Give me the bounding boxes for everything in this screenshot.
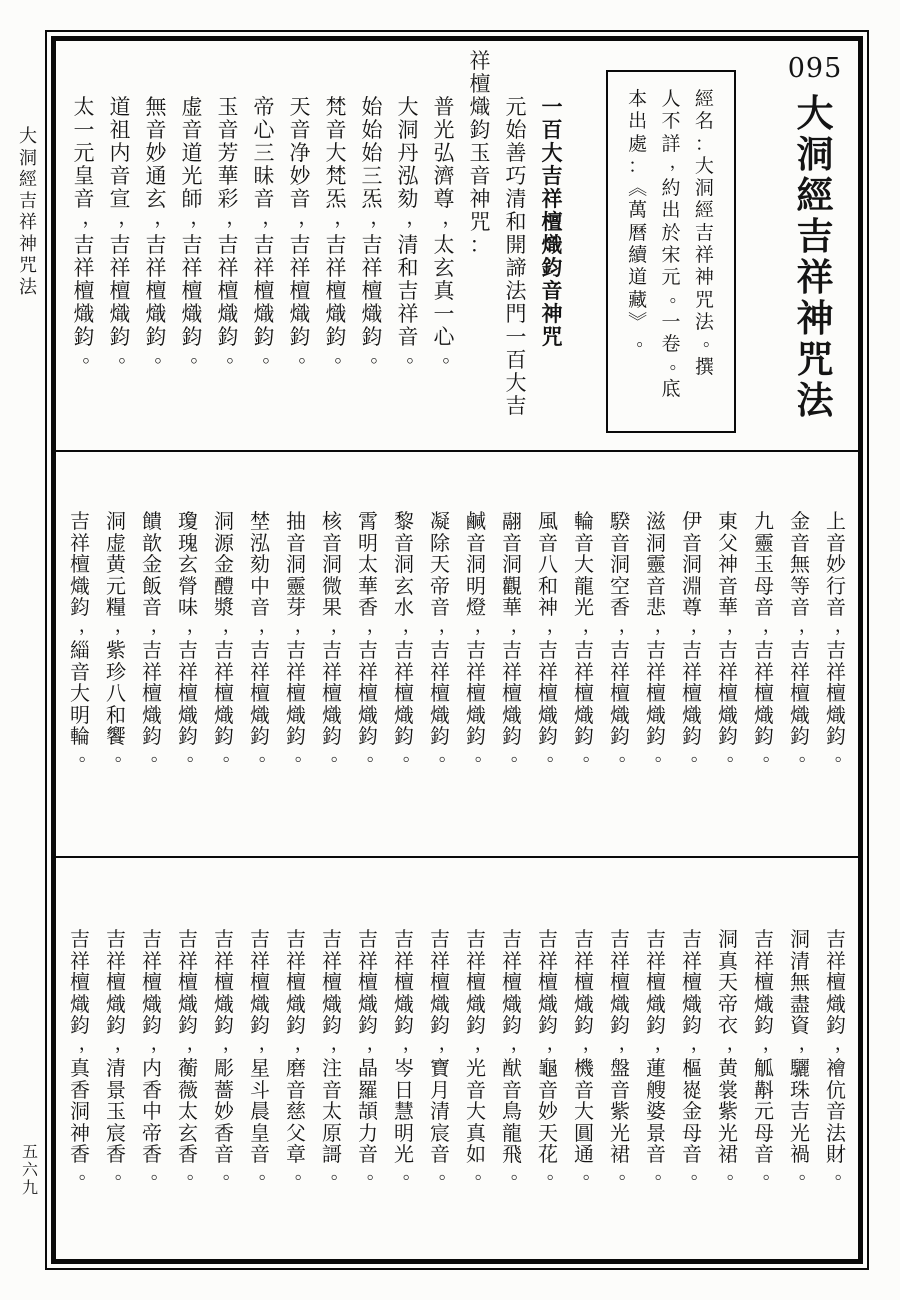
text-column: 核 音 洞 微 果 ， 吉 祥 檀 熾 鈞 。 [322,511,349,765]
text-column: 吉 祥 檀 熾 鈞 ， 機 音 大 圓 通 。 [574,929,601,1183]
text-column: 虚 音 道 光 師 ， 吉 祥 檀 熾 鈞 。 [181,95,210,367]
volume-code: 095 [787,53,843,84]
text-column: 吉 祥 檀 熾 鈞 ， 注 音 太 原 謌 。 [322,929,349,1183]
text-column: 瓊 瑰 玄 膋 味 ， 吉 祥 檀 熾 鈞 。 [178,511,205,765]
text-column: 一 百 大 吉 祥 檀 熾 鈞 音 神 咒 [541,95,563,349]
text-column: 大 洞 丹 泓 劾 ， 清 和 吉 祥 音 。 [397,95,426,367]
text-column: 洞 真 天 帝 衣 ， 黄 裳 紫 光 裙 。 [718,929,745,1183]
text-column: 吉 祥 檀 熾 鈞 ， 寶 月 清 宸 音 。 [430,929,457,1183]
text-column: 霄 明 太 華 香 ， 吉 祥 檀 熾 鈞 。 [358,511,385,765]
bibliographic-note-box [606,70,736,433]
text-column: 玉 音 芳 華 彩 ， 吉 祥 檀 熾 鈞 。 [217,95,246,367]
text-column: 凝 除 天 帝 音 ， 吉 祥 檀 熾 鈞 。 [430,511,457,765]
text-column: 吉 祥 檀 熾 鈞 ， 盤 音 紫 光 裙 。 [610,929,637,1183]
text-column: 洞 清 無 盡 資 ， 驪 珠 吉 光 禍 。 [790,929,817,1183]
text-column: 始 始 始 三 炁 ， 吉 祥 檀 熾 鈞 。 [361,95,390,367]
text-column: 吉 祥 檀 熾 鈞 ， 觚 斠 元 母 音 。 [754,929,781,1183]
text-column: 金 音 無 等 音 ， 吉 祥 檀 熾 鈞 。 [790,511,817,765]
text-column: 吉 祥 檀 熾 鈞 ， 龜 音 妙 天 花 。 [538,929,565,1183]
folio-page-number: 五 六 九 [21,1144,38,1197]
text-column: 抽 音 洞 靈 芽 ， 吉 祥 檀 熾 鈞 。 [286,511,313,765]
text-column: 吉 祥 檀 熾 鈞 ， 岑 日 慧 明 光 。 [394,929,421,1183]
text-column: 普 光 弘 濟 尊 ， 太 玄 真 一 心 。 [433,95,462,367]
text-column: 吉 祥 檀 熾 鈞 ， 晶 羅 頡 力 音 。 [358,929,385,1183]
text-column: 道 祖 内 音 宣 ， 吉 祥 檀 熾 鈞 。 [109,95,138,367]
section-verses-middle [62,512,854,770]
section-verses-bottom [62,930,854,1188]
text-column: 吉 祥 檀 熾 鈞 ， 磨 音 慈 父 章 。 [286,929,313,1183]
page-title: 大 洞 經 吉 祥 神 咒 法 [796,94,834,422]
text-column: 吉 祥 檀 熾 鈞 ， 蓮 艘 婆 景 音 。 [646,929,673,1183]
text-column: 吉 祥 檀 熾 鈞 ， 彫 薔 妙 香 音 。 [214,929,241,1183]
text-column: 本 出 處 ： ︽ 萬 曆 續 道 藏 ︾ 。 [628,89,654,350]
text-column: 翮 音 洞 觀 華 ， 吉 祥 檀 熾 鈞 。 [502,511,529,765]
text-column: 吉 祥 檀 熾 鈞 ， 光 音 大 真 如 。 [466,929,493,1183]
text-column: 風 音 八 和 神 ， 吉 祥 檀 熾 鈞 。 [538,511,565,765]
text-column: 太 一 元 皇 音 ， 吉 祥 檀 熾 鈞 。 [73,95,102,367]
text-column: 吉 祥 檀 熾 鈞 ， 星 斗 晨 皇 音 。 [250,929,277,1183]
section-divider-2 [56,856,858,858]
section-divider-1 [56,450,858,452]
text-column: 吉 祥 檀 熾 鈞 ， 緇 音 大 明 輪 。 [70,511,97,765]
section-opening-invocation [66,50,570,418]
text-column: 帝 心 三 昧 音 ， 吉 祥 檀 熾 鈞 。 [253,95,282,367]
text-column: 人 不 詳 ， 約 出 於 宋 元 。 一 卷 。 底 [661,89,687,400]
text-column: 滋 洞 靈 音 悲 ， 吉 祥 檀 熾 鈞 。 [646,511,673,765]
text-column: 吉 祥 檀 熾 鈞 ， 内 香 中 帝 香 。 [142,929,169,1183]
text-column: 東 父 神 音 華 ， 吉 祥 檀 熾 鈞 。 [718,511,745,765]
text-column: 吉 祥 檀 熾 鈞 ， 清 景 玉 宸 香 。 [106,929,133,1183]
text-column: 饋 歆 金 飯 音 ， 吉 祥 檀 熾 鈞 。 [142,511,169,765]
text-column: 梵 音 大 梵 炁 ， 吉 祥 檀 熾 鈞 。 [325,95,354,367]
text-column: 無 音 妙 通 玄 ， 吉 祥 檀 熾 鈞 。 [145,95,174,367]
text-column: 騤 音 洞 空 香 ， 吉 祥 檀 熾 鈞 。 [610,511,637,765]
text-column: 輪 音 大 龍 光 ， 吉 祥 檀 熾 鈞 。 [574,511,601,765]
text-column: 九 靈 玉 母 音 ， 吉 祥 檀 熾 鈞 。 [754,511,781,765]
text-column: 祥 檀 熾 鈞 玉 音 神 咒 ： [469,49,491,257]
text-column: 埜 泓 劾 中 音 ， 吉 祥 檀 熾 鈞 。 [250,511,277,765]
text-column: 吉 祥 檀 熾 鈞 ， 真 香 洞 神 香 。 [70,929,97,1183]
text-column: 上 音 妙 行 音 ， 吉 祥 檀 熾 鈞 。 [826,511,853,765]
text-column: 鹹 音 洞 明 燈 ， 吉 祥 檀 熾 鈞 。 [466,511,493,765]
text-column: 經 名 ： 大 洞 經 吉 祥 神 咒 法 。 撰 [694,89,721,378]
text-column: 洞 源 金 醴 漿 ， 吉 祥 檀 熾 鈞 。 [214,511,241,765]
text-column: 吉 祥 檀 熾 鈞 ， 襘 伉 音 法 財 。 [826,929,853,1183]
text-column: 吉 祥 檀 熾 鈞 ， 樞 嵸 金 母 音 。 [682,929,709,1183]
text-column: 天 音 净 妙 音 ， 吉 祥 檀 熾 鈞 。 [289,95,318,367]
text-column: 洞 虚 黄 元 糧 ， 紫 珍 八 和 饗 。 [106,511,133,765]
text-column: 吉 祥 檀 熾 鈞 ， 蘅 薇 太 玄 香 。 [178,929,205,1183]
text-column: 吉 祥 檀 熾 鈞 ， 猷 音 鳥 龍 飛 。 [502,929,529,1183]
margin-title: 大 洞 經 吉 祥 神 咒 法 [19,126,37,297]
text-column: 黎 音 洞 玄 水 ， 吉 祥 檀 熾 鈞 。 [394,511,421,765]
text-column: 元 始 善 巧 清 和 開 諦 法 門 一 百 大 吉 [505,95,527,418]
text-column: 伊 音 洞 淵 尊 ， 吉 祥 檀 熾 鈞 。 [682,511,709,765]
